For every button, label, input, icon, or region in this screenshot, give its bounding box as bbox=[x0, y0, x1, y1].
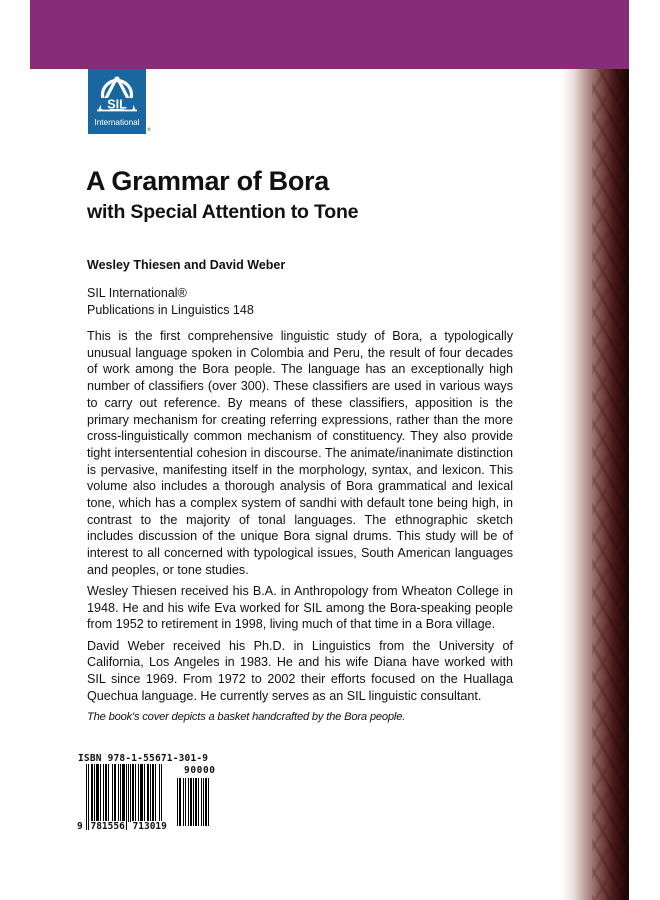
book-title: A Grammar of Bora bbox=[86, 166, 329, 196]
sil-logo bbox=[88, 69, 151, 134]
publisher-name: SIL International® bbox=[87, 286, 187, 300]
barcode-addon-label: 90000 bbox=[184, 765, 216, 776]
barcode-digit-lead: 9 bbox=[77, 821, 83, 832]
author-bio-weber: David Weber received his Ph.D. in Linguistics from the University of California, Los Angeles in 1983. He and his wife Diana have worked with SIL since 1969. From 1972 to 2002 their efforts focused on the Huallaga Quechua language. He currently serves as an SIL linguistic consultant. bbox=[87, 638, 513, 703]
cover-caption: The book's cover depicts a basket handcrafted by the Bora people. bbox=[87, 710, 406, 723]
series-name: Publications in Linguistics 148 bbox=[87, 302, 254, 317]
blurb bbox=[87, 328, 513, 730]
sil-mark-text: SIL bbox=[107, 97, 127, 112]
barcode-digits-right: 713019 bbox=[132, 821, 167, 832]
authors: Wesley Thiesen and David Weber bbox=[87, 258, 286, 272]
barcode-digits-left: 781556 bbox=[90, 821, 125, 832]
isbn-label: ISBN 978-1-55671-301-9 bbox=[78, 753, 209, 764]
description-paragraph: This is the first comprehensive linguistic study of Bora, a typologically unusual language spoken in Colombia and Peru, the result of four decades of work among the Bora people. The language has an exceptionally high number of classifiers (over 300). These classifiers are used in various ways to carry out reference. By means of these classifiers, apposition is the primary mechanism for creating referring expressions, rather than the more cross-linguistically common mechanism of constituency. They also provide tight intersentential cohesion in discourse. The animate/inanimate distinction is pervasive, manifesting itself in the morphology, syntax, and lexicon. This volume also includes a thorough analysis of Bora grammatical and lexical tone, which has a complex system of sandhi with default tone being high, in contrast to the majority of tonal languages. The ethnographic sketch includes discussion of the unique Bora signal drums. This study will be of interest to all concerned with typological issues, South American languages and peoples, or tone studies. bbox=[87, 329, 513, 577]
basket-image-edge bbox=[562, 69, 629, 900]
registered-mark: ® bbox=[147, 127, 151, 132]
publisher-block bbox=[87, 285, 254, 318]
basket-weave-texture bbox=[592, 69, 629, 900]
author-bio-thiesen: Wesley Thiesen received his B.A. in Anthropology from Wheaton College in 1948. He and his wife Eva worked for SIL among the Bora-speaking people from 1952 to retirement in 1998, living much of that time in a Bora village. bbox=[87, 584, 513, 632]
barcode-bar bbox=[208, 778, 209, 826]
top-color-band bbox=[30, 0, 629, 69]
book-subtitle: with Special Attention to Tone bbox=[87, 201, 359, 223]
sil-caption-text: International bbox=[94, 118, 140, 127]
isbn-barcode bbox=[76, 753, 221, 833]
sil-logo-icon bbox=[88, 69, 146, 134]
barcode-addon-bars bbox=[177, 778, 216, 826]
barcode-digits bbox=[76, 821, 168, 832]
